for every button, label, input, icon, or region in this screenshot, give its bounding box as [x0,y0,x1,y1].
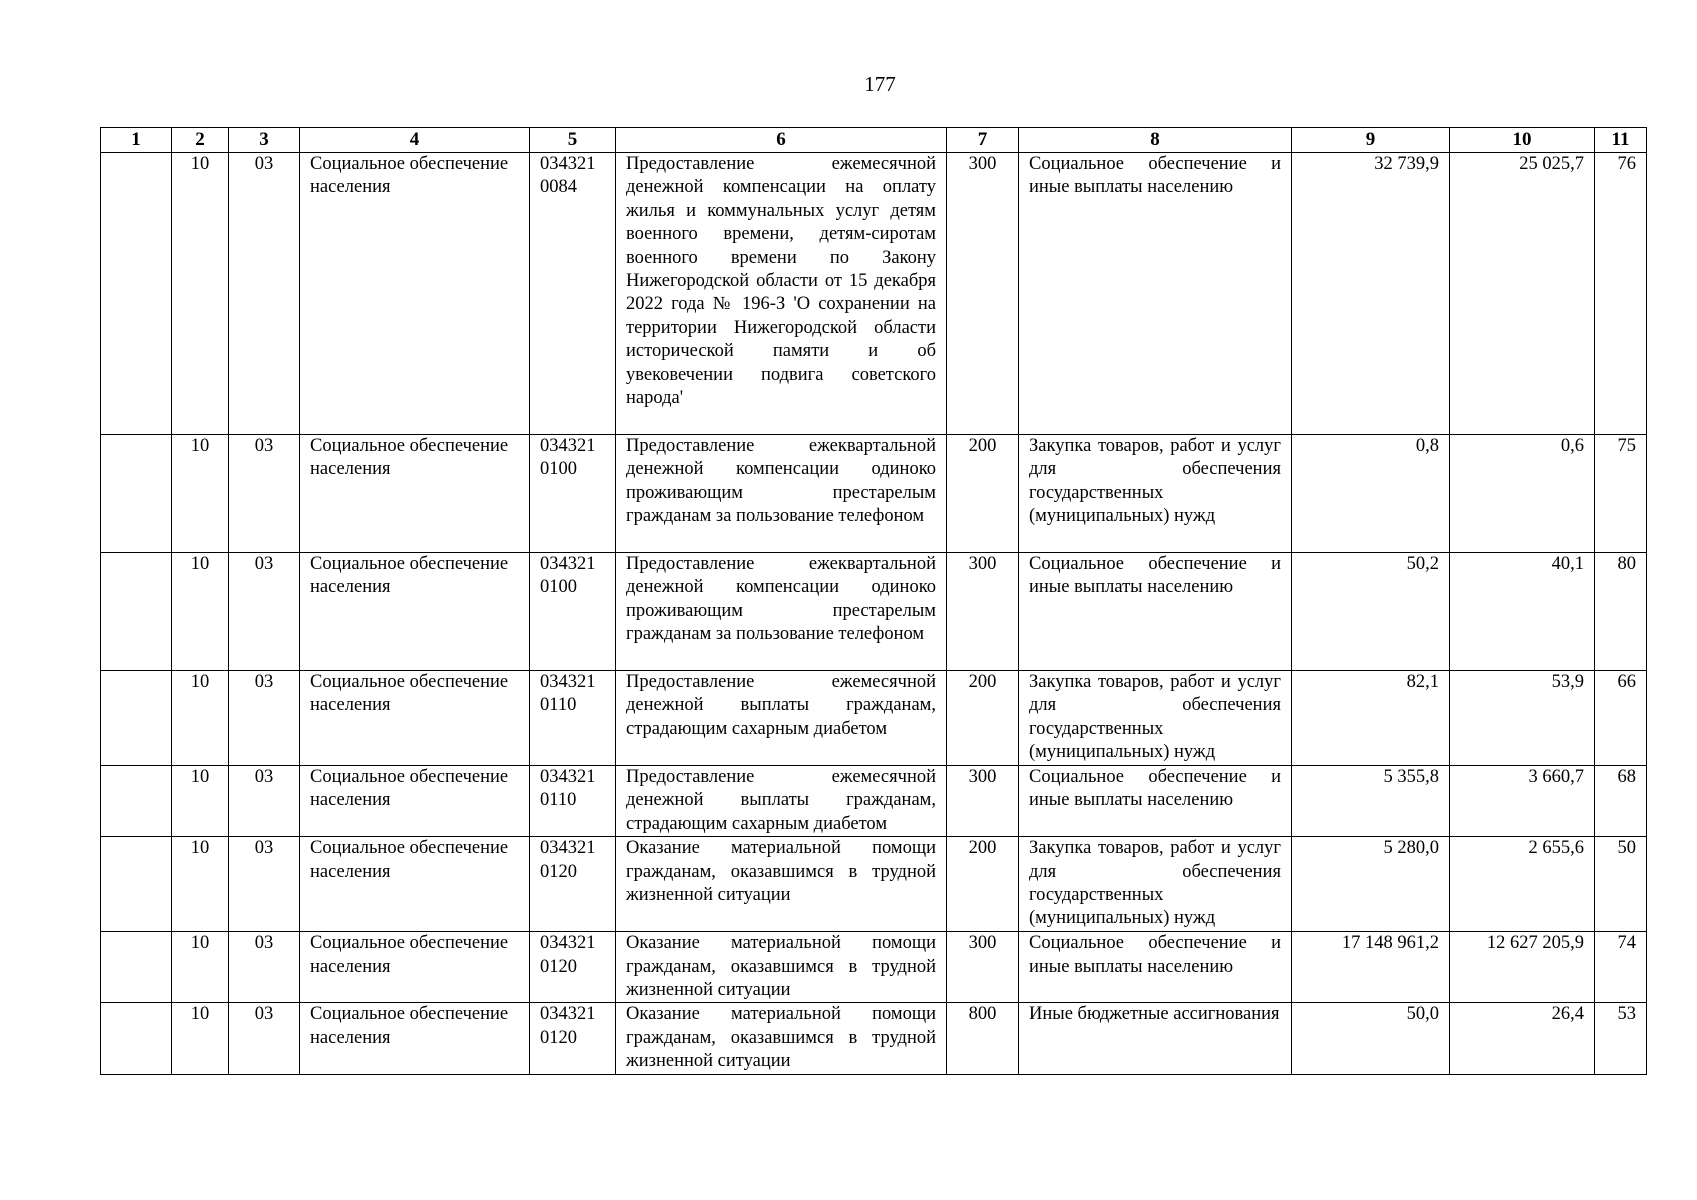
cell-section: 10 [172,932,229,1003]
cell-target-article: 034321 0120 [530,932,616,1003]
cell-target-article: 034321 0084 [530,153,616,435]
column-header: 5 [530,128,616,153]
column-header: 10 [1450,128,1595,153]
cell-subsection: 03 [229,932,300,1003]
column-header: 1 [101,128,172,153]
cell-plan: 50,2 [1292,553,1450,671]
cell-section: 10 [172,671,229,766]
table-row [101,766,1647,837]
cell-section-name: Социальное обеспечение населения [300,553,530,671]
cell-target-article: 034321 0120 [530,837,616,932]
table-row [101,671,1647,766]
table-row [101,837,1647,932]
cell-col1 [101,435,172,553]
cell-expense-type-name: Социальное обеспечение и иные выплаты населению [1019,932,1292,1003]
cell-percent: 50 [1595,837,1647,932]
cell-article-name: Предоставление ежемесячной денежной выплаты гражданам, страдающим сахарным диабетом [616,766,947,837]
cell-article-name: Оказание материальной помощи гражданам, оказавшимся в трудной жизненной ситуации [616,932,947,1003]
table-row [101,435,1647,553]
table-row [101,1003,1647,1074]
table-row [101,553,1647,671]
cell-article-name: Предоставление ежеквартальной денежной компенсации одиноко проживающим престарелым гражданам за пользование телефоном [616,435,947,553]
cell-percent: 66 [1595,671,1647,766]
cell-section-name: Социальное обеспечение населения [300,837,530,932]
cell-expense-type-name: Социальное обеспечение и иные выплаты населению [1019,766,1292,837]
cell-plan: 17 148 961,2 [1292,932,1450,1003]
cell-section: 10 [172,153,229,435]
cell-expense-type-name: Закупка товаров, работ и услуг для обеспечения государственных (муниципальных) нужд [1019,435,1292,553]
cell-article-name: Предоставление ежемесячной денежной компенсации на оплату жилья и коммунальных услуг детям военного времени, детям-сиротам военного времени по Закону Нижегородской области от 15 декабря 2022 года № 196-З 'О сохранении на территории Нижегородской области исторической памяти и об увековечении подвига советского народа' [616,153,947,435]
column-header: 2 [172,128,229,153]
cell-plan: 5 280,0 [1292,837,1450,932]
cell-percent: 68 [1595,766,1647,837]
cell-expense-type: 300 [947,932,1019,1003]
cell-actual: 40,1 [1450,553,1595,671]
cell-col1 [101,671,172,766]
cell-actual: 0,6 [1450,435,1595,553]
cell-expense-type-name: Социальное обеспечение и иные выплаты населению [1019,153,1292,435]
column-header: 9 [1292,128,1450,153]
column-header: 7 [947,128,1019,153]
cell-percent: 80 [1595,553,1647,671]
page-number: 177 [864,72,896,96]
header-row [101,128,1647,153]
cell-expense-type-name: Социальное обеспечение и иные выплаты населению [1019,553,1292,671]
cell-actual: 3 660,7 [1450,766,1595,837]
cell-actual: 12 627 205,9 [1450,932,1595,1003]
cell-percent: 53 [1595,1003,1647,1074]
cell-plan: 5 355,8 [1292,766,1450,837]
cell-subsection: 03 [229,1003,300,1074]
cell-col1 [101,932,172,1003]
cell-section-name: Социальное обеспечение населения [300,766,530,837]
cell-subsection: 03 [229,153,300,435]
column-header: 6 [616,128,947,153]
cell-target-article: 034321 0120 [530,1003,616,1074]
cell-section: 10 [172,553,229,671]
cell-section: 10 [172,1003,229,1074]
cell-section: 10 [172,766,229,837]
column-header: 3 [229,128,300,153]
column-header: 4 [300,128,530,153]
cell-actual: 53,9 [1450,671,1595,766]
table-row [101,153,1647,435]
cell-col1 [101,837,172,932]
cell-article-name: Оказание материальной помощи гражданам, оказавшимся в трудной жизненной ситуации [616,1003,947,1074]
cell-col1 [101,553,172,671]
cell-col1 [101,766,172,837]
cell-plan: 32 739,9 [1292,153,1450,435]
cell-article-name: Предоставление ежеквартальной денежной компенсации одиноко проживающим престарелым гражданам за пользование телефоном [616,553,947,671]
cell-expense-type-name: Закупка товаров, работ и услуг для обеспечения государственных (муниципальных) нужд [1019,837,1292,932]
cell-plan: 82,1 [1292,671,1450,766]
cell-col1 [101,153,172,435]
column-header: 8 [1019,128,1292,153]
cell-subsection: 03 [229,766,300,837]
cell-section-name: Социальное обеспечение населения [300,153,530,435]
cell-expense-type: 300 [947,153,1019,435]
cell-percent: 75 [1595,435,1647,553]
cell-expense-type: 800 [947,1003,1019,1074]
cell-percent: 74 [1595,932,1647,1003]
cell-subsection: 03 [229,435,300,553]
table-row [101,932,1647,1003]
cell-section: 10 [172,435,229,553]
cell-plan: 0,8 [1292,435,1450,553]
cell-article-name: Предоставление ежемесячной денежной выплаты гражданам, страдающим сахарным диабетом [616,671,947,766]
cell-target-article: 034321 0110 [530,671,616,766]
cell-plan: 50,0 [1292,1003,1450,1074]
cell-section-name: Социальное обеспечение населения [300,932,530,1003]
budget-table [100,127,1647,1075]
cell-percent: 76 [1595,153,1647,435]
cell-target-article: 034321 0110 [530,766,616,837]
cell-section-name: Социальное обеспечение населения [300,435,530,553]
cell-expense-type: 200 [947,837,1019,932]
cell-target-article: 034321 0100 [530,553,616,671]
cell-expense-type: 300 [947,553,1019,671]
cell-subsection: 03 [229,837,300,932]
column-header: 11 [1595,128,1647,153]
cell-section: 10 [172,837,229,932]
cell-expense-type-name: Закупка товаров, работ и услуг для обеспечения государственных (муниципальных) нужд [1019,671,1292,766]
cell-subsection: 03 [229,553,300,671]
cell-actual: 26,4 [1450,1003,1595,1074]
cell-subsection: 03 [229,671,300,766]
cell-article-name: Оказание материальной помощи гражданам, оказавшимся в трудной жизненной ситуации [616,837,947,932]
cell-actual: 25 025,7 [1450,153,1595,435]
cell-section-name: Социальное обеспечение населения [300,1003,530,1074]
cell-target-article: 034321 0100 [530,435,616,553]
cell-section-name: Социальное обеспечение населения [300,671,530,766]
cell-expense-type: 200 [947,671,1019,766]
cell-col1 [101,1003,172,1074]
cell-expense-type: 300 [947,766,1019,837]
cell-actual: 2 655,6 [1450,837,1595,932]
cell-expense-type: 200 [947,435,1019,553]
cell-expense-type-name: Иные бюджетные ассигнования [1019,1003,1292,1074]
